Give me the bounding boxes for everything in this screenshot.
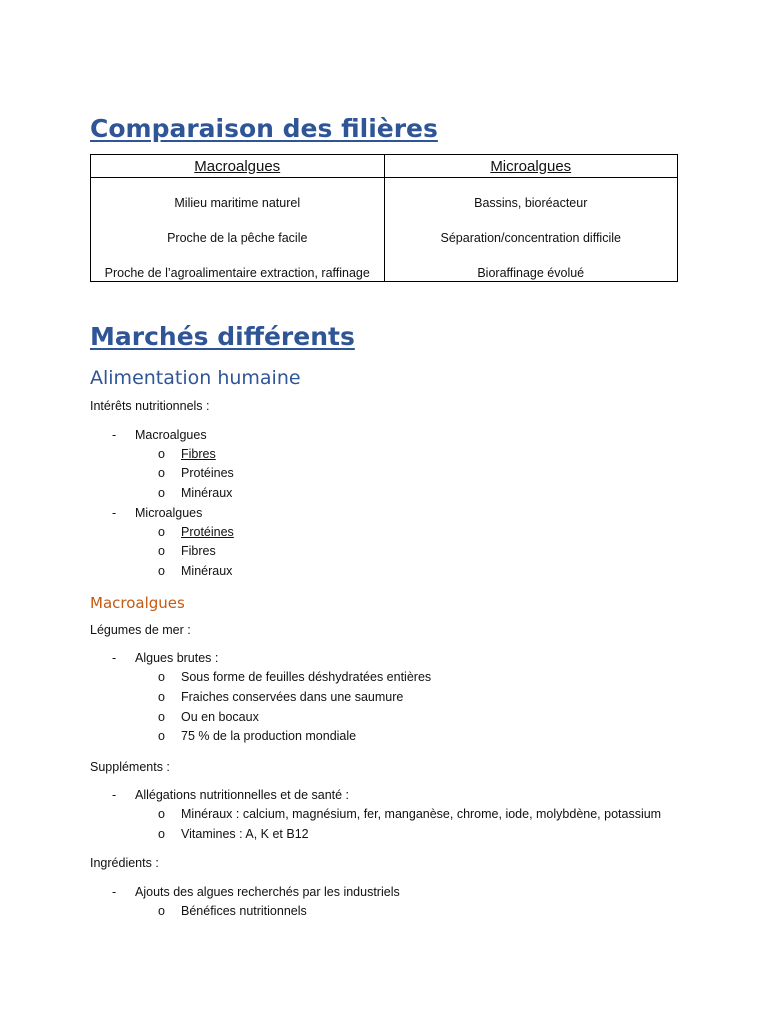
list-item-macroalgues: Macroalgues (135, 428, 207, 442)
bullet-marker: o (158, 447, 165, 461)
table-cell-micro (384, 178, 678, 282)
table-cell-macro (91, 178, 385, 282)
table-header-macroalgues: Macroalgues (91, 155, 385, 178)
table-cell-text: Proche de la pêche facile (167, 231, 308, 245)
dash-marker: - (112, 428, 117, 442)
bullet-marker: o (158, 904, 165, 918)
paragraph-legumes: Légumes de mer : (90, 623, 191, 637)
bullet-marker: o (158, 690, 165, 704)
sublist-item: 75 % de la production mondiale (181, 729, 357, 743)
dash-marker: - (112, 651, 117, 665)
paragraph-supplements: Suppléments : (90, 760, 170, 774)
bullet-marker: o (158, 827, 165, 841)
paragraph-interets: Intérêts nutritionnels : (90, 399, 210, 413)
comparison-table (90, 154, 678, 282)
bullet-marker: o (158, 729, 165, 743)
table-cell-text: Bioraffinage évolué (477, 266, 585, 280)
table-cell-text: Séparation/concentration difficile (440, 231, 621, 245)
table-cell-text: Bassins, bioréacteur (474, 196, 588, 210)
bullet-marker: o (158, 807, 165, 821)
sublist-item: Fibres (181, 544, 216, 558)
sublist-item: Sous forme de feuilles déshydratées entières (181, 670, 432, 684)
sublist-item: Ou en bocaux (181, 710, 259, 724)
dash-marker: - (112, 885, 117, 899)
list-item-allegations: Allégations nutritionnelles et de santé : (135, 788, 350, 802)
bullet-marker: o (158, 466, 165, 480)
section-title-marches: Marchés différents (90, 322, 355, 351)
bullet-marker: o (158, 544, 165, 558)
list-item-ajouts: Ajouts des algues recherchés par les industriels (135, 885, 400, 899)
sublist-item: Fibres (181, 447, 216, 461)
table-header-microalgues: Microalgues (384, 155, 678, 178)
sublist-item: Protéines (181, 466, 234, 480)
subsection-title-alimentation: Alimentation humaine (90, 367, 301, 389)
bullet-marker: o (158, 710, 165, 724)
bullet-marker: o (158, 564, 165, 578)
sublist-item: Bénéfices nutritionnels (181, 904, 307, 918)
sublist-item: Minéraux (181, 564, 233, 578)
table-cell-text: Milieu maritime naturel (174, 196, 301, 210)
section-title-comparaison: Comparaison des filières (90, 114, 438, 143)
bullet-marker: o (158, 486, 165, 500)
list-item-algues-brutes: Algues brutes : (135, 651, 219, 665)
sublist-item: Minéraux : calcium, magnésium, fer, manganèse, chrome, iode, molybdène, potassium (181, 807, 662, 821)
dash-marker: - (112, 506, 117, 520)
sublist-item: Protéines (181, 525, 234, 539)
paragraph-ingredients: Ingrédients : (90, 856, 159, 870)
sublist-item: Vitamines : A, K et B12 (181, 827, 309, 841)
bullet-marker: o (158, 670, 165, 684)
bullet-marker: o (158, 525, 165, 539)
list-item-microalgues: Microalgues (135, 506, 203, 520)
subsubsection-title-macroalgues: Macroalgues (90, 594, 185, 612)
table-cell-text: Proche de l’agroalimentaire extraction, raffinage (104, 266, 370, 280)
sublist-item: Fraiches conservées dans une saumure (181, 690, 404, 704)
sublist-item: Minéraux (181, 486, 233, 500)
dash-marker: - (112, 788, 117, 802)
